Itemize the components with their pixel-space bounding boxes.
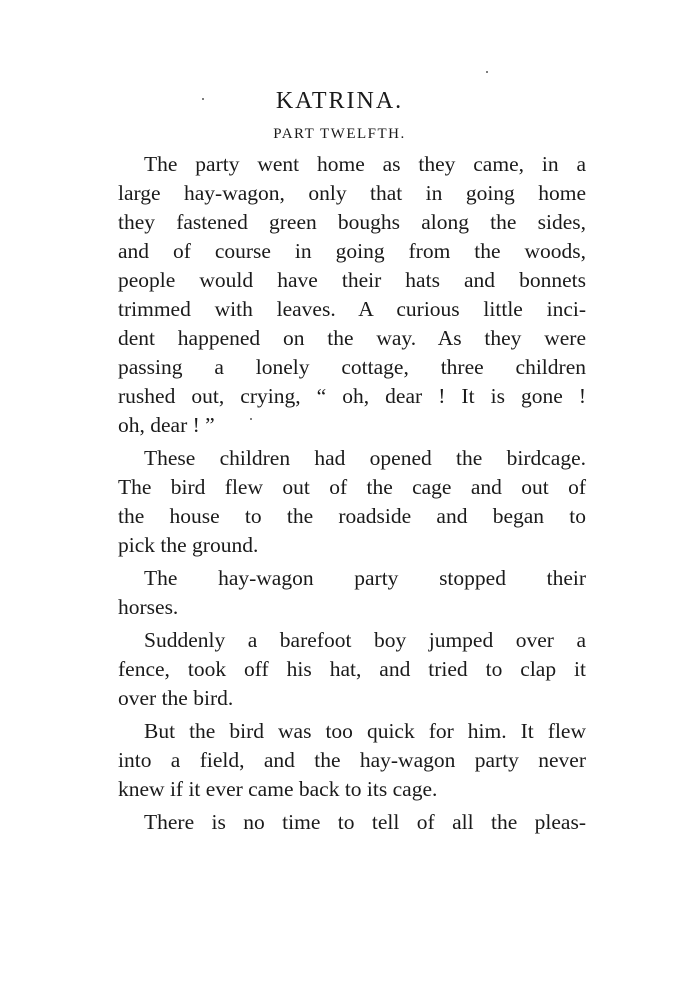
paragraph <box>118 564 586 622</box>
paragraph <box>118 717 586 804</box>
print-speck <box>486 71 488 73</box>
text-line: trimmed with leaves. A curious little inci- <box>118 297 586 321</box>
print-speck <box>202 98 204 100</box>
text-line: But the bird was too quick for him. It flew <box>144 719 586 743</box>
text-line: over the bird. <box>118 686 234 710</box>
text-line: passing a lonely cottage, three children <box>118 355 586 379</box>
text-line: fence, took off his hat, and tried to clap it <box>118 657 586 681</box>
text-line: horses. <box>118 595 179 619</box>
print-speck <box>250 418 252 420</box>
page-title: KATRINA. <box>275 88 404 114</box>
text-line: the house to the roadside and began to <box>118 504 586 528</box>
text-line: The bird flew out of the cage and out of <box>118 475 586 499</box>
text-line: Suddenly a barefoot boy jumped over a <box>144 628 586 652</box>
paragraph <box>118 626 586 713</box>
text-line: and of course in going from the woods, <box>118 239 586 263</box>
text-line: into a field, and the hay-wagon party never <box>118 748 586 772</box>
text-line: pick the ground. <box>118 533 259 557</box>
text-line: These children had opened the birdcage. <box>144 446 586 470</box>
paragraph <box>118 150 586 440</box>
chapter-subtitle: PART TWELFTH. <box>273 126 406 142</box>
text-line: they fastened green boughs along the sides, <box>118 210 586 234</box>
text-line: oh, dear ! ” <box>118 413 215 437</box>
paragraph <box>118 808 586 837</box>
text-line: rushed out, crying, “ oh, dear ! It is gone ! <box>118 384 586 408</box>
text-line: people would have their hats and bonnets <box>118 268 586 292</box>
text-line: knew if it ever came back to its cage. <box>118 777 438 801</box>
text-line: dent happened on the way. As they were <box>118 326 586 350</box>
text-line: There is no time to tell of all the pleas- <box>144 810 586 834</box>
page-body <box>118 150 586 837</box>
text-line: The hay-wagon party stopped their <box>144 566 586 590</box>
paragraph <box>118 444 586 560</box>
text-line: The party went home as they came, in a <box>144 152 586 176</box>
text-line: large hay-wagon, only that in going home <box>118 181 586 205</box>
